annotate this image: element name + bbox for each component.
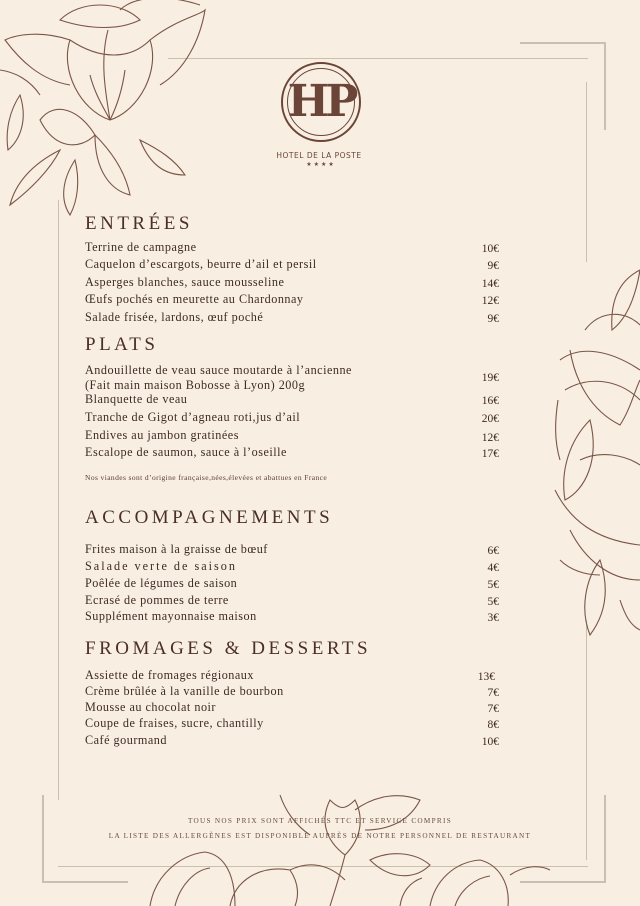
logo-ring: [281, 62, 361, 142]
frame-right-top: [604, 42, 606, 130]
frame-top-right: [520, 42, 606, 44]
menu-item: [85, 310, 499, 326]
hotel-logo: [278, 62, 364, 168]
item-price: 7€: [487, 687, 499, 699]
menu-item: [85, 733, 499, 749]
item-price: 4€: [487, 562, 499, 574]
item-price: 19€: [481, 372, 499, 384]
item-name: Frites maison à la graisse de bœuf: [85, 542, 268, 556]
menu-item: [85, 716, 499, 732]
menu-item: [85, 609, 499, 625]
item-name: Poêlée de légumes de saison: [85, 576, 238, 590]
menu-item: [85, 428, 499, 444]
item-price: 16€: [481, 395, 499, 407]
item-name: Salade frisée, lardons, œuf poché: [85, 310, 264, 324]
frame-inner-left: [58, 200, 59, 800]
menu-item: [85, 240, 499, 256]
item-name: Mousse au chocolat noir: [85, 700, 216, 714]
menu-item: [85, 363, 499, 395]
item-price: 13€: [477, 671, 495, 683]
section-title-entrees: ENTRÉES: [85, 213, 193, 234]
menu-item: [85, 410, 499, 426]
item-price: 9€: [487, 313, 499, 325]
menu-item: [85, 292, 499, 308]
item-name: Coupe de fraises, sucre, chantilly: [85, 716, 264, 730]
section-title-accompagnements: ACCOMPAGNEMENTS: [85, 507, 334, 528]
section-title-fromages-desserts: FROMAGES & DESSERTS: [85, 638, 372, 659]
item-price: 3€: [487, 612, 499, 624]
item-name: Œufs pochés en meurette au Chardonnay: [85, 292, 304, 306]
item-name: Assiette de fromages régionaux: [85, 668, 254, 682]
item-name: Andouillette de veau sauce moutarde à l’ancienne: [85, 363, 352, 377]
item-price: 12€: [481, 295, 499, 307]
item-name: Terrine de campagne: [85, 240, 197, 254]
flower-illustration-top-left-icon: [0, 0, 210, 220]
logo-stars: ★★★★: [306, 161, 336, 168]
section-title-plats: PLATS: [85, 334, 159, 355]
item-name: Crème brûlée à la vanille de bourbon: [85, 684, 284, 698]
logo-monogram: HP: [287, 76, 355, 127]
item-name: Blanquette de veau: [85, 392, 188, 406]
item-price: 5€: [487, 596, 499, 608]
menu-item: [85, 576, 499, 592]
item-name: Ecrasé de pommes de terre: [85, 593, 229, 607]
item-price: 10€: [481, 243, 499, 255]
item-price: 6€: [487, 545, 499, 557]
item-name: Endives au jambon gratinées: [85, 428, 239, 442]
item-price: 10€: [481, 736, 499, 748]
item-price: 7€: [487, 703, 499, 715]
item-price: 9€: [487, 260, 499, 272]
item-price: 20€: [481, 413, 499, 425]
menu-item: [85, 559, 499, 575]
logo-hotel-name: HOTEL DE LA POSTE: [276, 151, 362, 160]
item-price: 14€: [481, 278, 499, 290]
menu-item: [85, 593, 499, 609]
item-name: Escalope de saumon, sauce à l’oseille: [85, 445, 287, 459]
menu-item: [85, 445, 499, 461]
item-name: Caquelon d’escargots, beurre d’ail et persil: [85, 257, 317, 271]
footer-allergens-note: LA LISTE DES ALLERGÈNES EST DISPONIBLE AUPRÈS DE NOTRE PERSONNEL DE RESTAURANT: [108, 832, 532, 840]
menu-item: [85, 700, 499, 716]
item-name: Salade verte de saison: [85, 559, 237, 573]
item-price: 8€: [487, 719, 499, 731]
item-name-detail: (Fait main maison Bobosse à Lyon) 200g: [85, 378, 306, 392]
item-name: Tranche de Gigot d’agneau roti,jus d’ail: [85, 410, 301, 424]
menu-item: [85, 392, 499, 408]
item-name: Supplément mayonnaise maison: [85, 609, 257, 623]
frame-inner-right: [586, 82, 587, 262]
menu-item: [85, 275, 499, 291]
flower-illustration-right-icon: [550, 260, 640, 640]
item-name: Asperges blanches, sauce mousseline: [85, 275, 285, 289]
footer-prices-note: TOUS NOS PRIX SONT AFFICHÉS TTC ET SERVICE COMPRIS: [188, 817, 452, 825]
menu-item: [85, 684, 499, 700]
menu-item: [85, 257, 499, 273]
meat-origin-note: Nos viandes sont d’origine française,nées,élevées et abattues en France: [85, 473, 328, 482]
flower-illustration-bottom-icon: [130, 780, 550, 906]
frame-inner-top: [168, 58, 588, 59]
item-name: Café gourmand: [85, 733, 167, 747]
menu-item: [85, 542, 499, 558]
item-price: 5€: [487, 579, 499, 591]
item-price: 17€: [481, 448, 499, 460]
frame-bottom-left-h: [42, 881, 128, 883]
item-price: 12€: [481, 432, 499, 444]
menu-item: [85, 668, 499, 684]
